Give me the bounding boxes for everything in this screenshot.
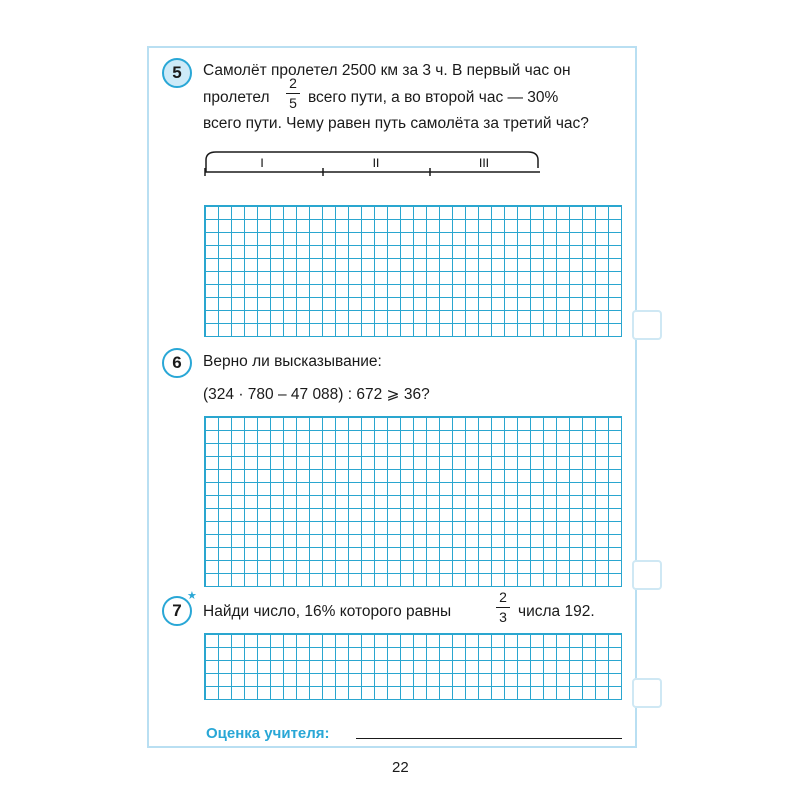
task-5-line2-b: всего пути, а во второй час — 30% — [308, 89, 559, 106]
segment-label-3: III — [478, 156, 490, 170]
segment-label-1: I — [260, 156, 264, 170]
task-7-fraction-numerator: 2 — [499, 589, 507, 605]
task-5-line2-a: пролетел — [203, 89, 270, 106]
task-5-fraction — [286, 76, 300, 110]
task-5-line1: Самолёт пролетел 2500 км за 3 ч. В первый час он — [203, 62, 571, 79]
segment-label-2: II — [372, 156, 380, 170]
task-7-number: 7 — [162, 596, 192, 626]
task-5-fraction-denominator: 5 — [289, 95, 297, 111]
teacher-grade-line[interactable] — [356, 738, 622, 739]
segment-diagram — [198, 148, 548, 178]
teacher-grade-label: Оценка учителя: — [206, 725, 330, 742]
task-6-number: 6 — [162, 348, 192, 378]
task-6-line1: Верно ли высказывание: — [203, 353, 382, 370]
task-7-fraction-denominator: 3 — [499, 609, 507, 625]
task-5-line3: всего пути. Чему равен путь самолёта за третий час? — [203, 115, 589, 132]
task-5-score-box[interactable] — [632, 310, 662, 340]
task-7-text-a: Найди число, 16% которого равны — [203, 603, 452, 620]
task-5-fraction-numerator: 2 — [289, 75, 297, 91]
fraction-bar — [286, 93, 300, 94]
page-number: 22 — [392, 759, 409, 776]
task-6-answer-grid[interactable] — [204, 416, 622, 587]
task-7-text-b: числа 192. — [518, 603, 595, 620]
task-7-fraction — [496, 590, 510, 624]
star-icon: ★ — [187, 590, 197, 602]
task-7-answer-grid[interactable] — [204, 633, 622, 700]
task-5-number: 5 — [162, 58, 192, 88]
task-5-answer-grid[interactable] — [204, 205, 622, 337]
fraction-bar — [496, 607, 510, 608]
task-6-expression: (324 · 780 – 47 088) : 672 ⩾ 36? — [203, 386, 430, 403]
task-7-score-box[interactable] — [632, 678, 662, 708]
task-6-score-box[interactable] — [632, 560, 662, 590]
